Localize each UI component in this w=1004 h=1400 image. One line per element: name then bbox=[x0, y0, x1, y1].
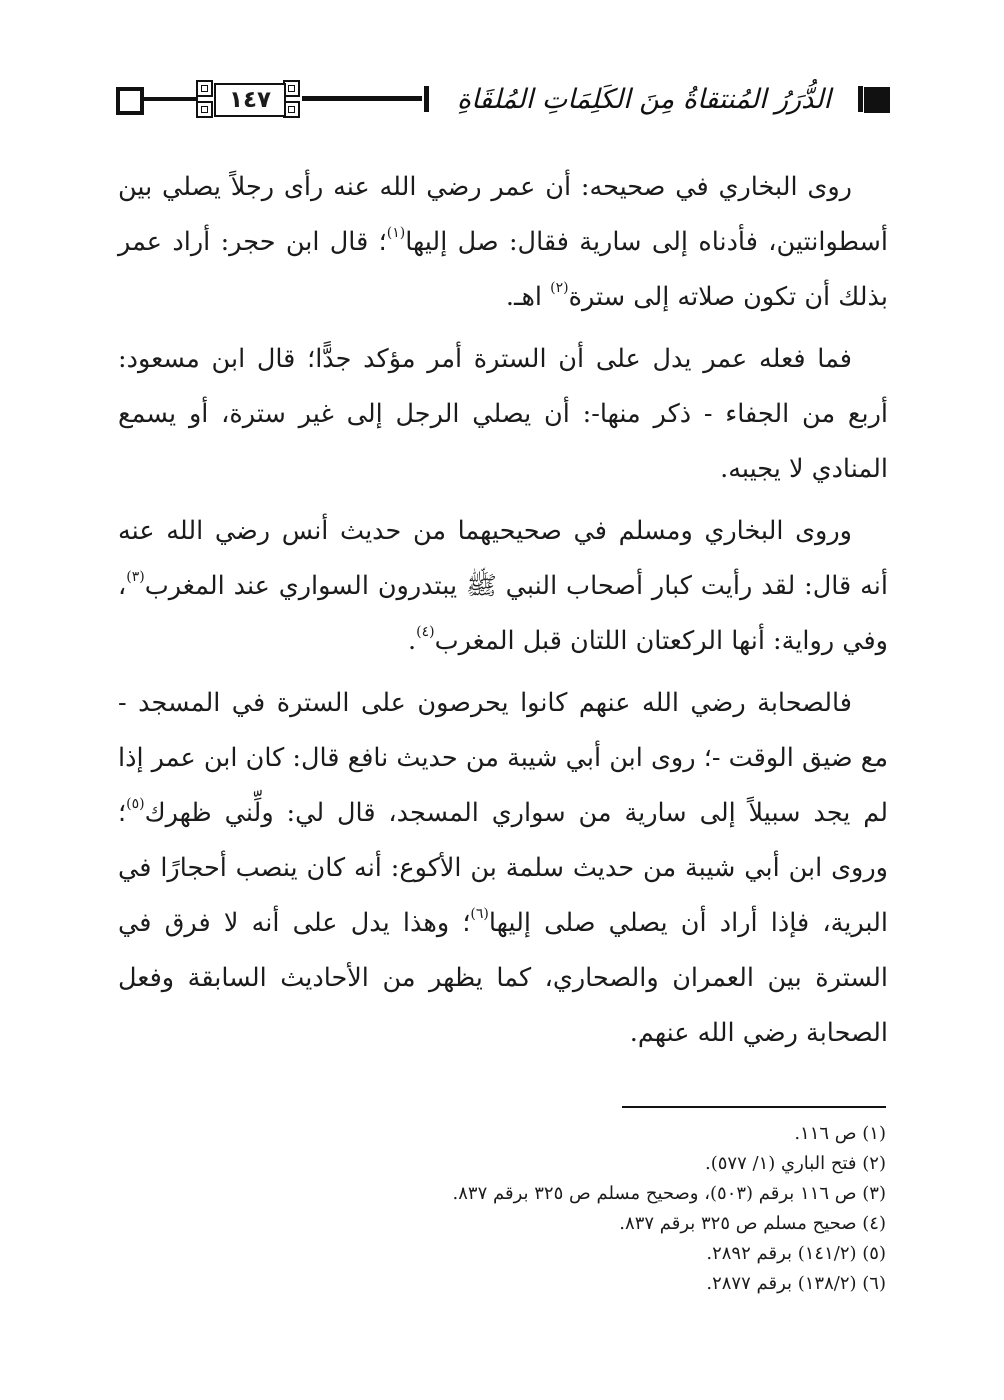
footnote-reference: (٣) bbox=[126, 569, 145, 585]
paragraph-text: فما فعله عمر يدل على أن السترة أمر مؤكد جدًّا؛ قال ابن مسعود: أربع من الجفاء - ذكر منها-: أن يصلي الرجل إلى غير سترة، أو يسمع المنادي لا يجيبه. bbox=[118, 344, 888, 484]
footnote-reference: (١) bbox=[386, 225, 406, 241]
page-number-frame bbox=[196, 80, 300, 118]
header-rule-middle bbox=[302, 96, 422, 101]
page-number: ١٤٧ bbox=[214, 83, 286, 117]
footnote-item: (٦) (١٣٨/٢) برقم ٢٨٧٧. bbox=[706, 1273, 886, 1294]
footnote-item: (٢) فتح الباري (١/ ٥٧٧). bbox=[705, 1153, 886, 1174]
paragraph-text: ؛ قال ابن حجر: أراد عمر بذلك أن تكون صلاته إلى سترة bbox=[118, 227, 888, 312]
header-square-ornament-left bbox=[116, 87, 144, 115]
header-square-ornament-right bbox=[864, 87, 890, 113]
footnote-reference: (٦) bbox=[470, 906, 489, 922]
page-header bbox=[112, 78, 890, 122]
paragraph-text: . bbox=[408, 626, 417, 656]
body-text bbox=[118, 160, 888, 1061]
paragraph-text: فالصحابة رضي الله عنهم كانوا يحرصون على السترة في المسجد - مع ضيق الوقت -؛ روى ابن أبي شيبة من حديث نافع قال: كان ابن عمر إذا لم يجد سبيلاً إلى سارية من سواري المسجد، قال لي: ولِّني ظهرك bbox=[118, 688, 888, 828]
footnote-reference: (٥) bbox=[126, 796, 145, 812]
body-paragraph bbox=[118, 676, 888, 1061]
footnote-separator bbox=[622, 1106, 886, 1108]
paragraph-text: ، وفي رواية: أنها الركعتان اللتان قبل المغرب bbox=[118, 571, 888, 656]
running-book-title: الدُّرَرُ المُنتقاةُ مِنَ الكَلِمَاتِ المُلقَاةِ bbox=[456, 84, 832, 115]
footnote-item: (٥) (١٤١/٢) برقم ٢٨٩٢. bbox=[706, 1243, 886, 1264]
paragraph-text: وروى البخاري ومسلم في صحيحيهما من حديث أنس رضي الله عنه أنه قال: لقد رأيت كبار أصحاب النبي ﷺ يبتدرون السواري عند المغرب bbox=[118, 516, 888, 601]
header-tick-right bbox=[858, 86, 863, 112]
footnote-item: (١) ص ١١٦. bbox=[794, 1123, 886, 1144]
paragraph-text: اهـ. bbox=[505, 282, 551, 312]
header-tick-left bbox=[424, 86, 429, 112]
body-paragraph bbox=[118, 332, 888, 497]
footnotes bbox=[116, 1119, 886, 1299]
paragraph-text: ؛ وروى ابن أبي شيبة من حديث سلمة بن الأكوع: أنه كان ينصب أحجارًا في البرية، فإذا أراد أن يصلي صلى إليها bbox=[118, 798, 888, 938]
body-paragraph bbox=[118, 504, 888, 669]
header-rule-left bbox=[144, 97, 198, 101]
frame-knot-ornament bbox=[196, 101, 213, 118]
footnote-reference: (٤) bbox=[416, 624, 435, 640]
footnote-item: (٣) ص ١١٦ برقم (٥٠٣)، وصحيح مسلم ص ٣٢٥ برقم ٨٣٧. bbox=[452, 1183, 886, 1204]
footnote-item: (٤) صحيح مسلم ص ٣٢٥ برقم ٨٣٧. bbox=[619, 1213, 886, 1234]
body-paragraph bbox=[118, 160, 888, 325]
paragraph-text: روى البخاري في صحيحه: أن عمر رضي الله عنه رأى رجلاً يصلي بين أسطوانتين، فأدناه إلى سارية فقال: صل إليها bbox=[118, 172, 888, 257]
paragraph-text: ؛ وهذا يدل على أنه لا فرق في السترة بين العمران والصحاري، كما يظهر من الأحاديث السابقة وفعل الصحابة رضي الله عنهم. bbox=[118, 908, 888, 1048]
frame-knot-ornament bbox=[196, 80, 213, 97]
footnote-reference: (٢) bbox=[550, 280, 569, 296]
